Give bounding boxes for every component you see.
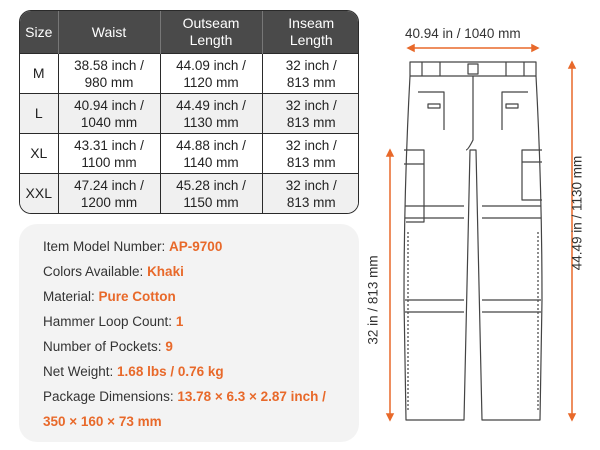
spec-package-dimensions: Package Dimensions: 13.78 × 6.3 × 2.87 inch / xyxy=(43,389,326,404)
table-row xyxy=(20,134,359,174)
table-row xyxy=(20,94,359,134)
spec-colors: Colors Available: Khaki xyxy=(43,264,184,279)
cell-waist: 38.58 inch / 980 mm xyxy=(58,54,160,94)
header-outseam: Outseam Length xyxy=(160,11,262,54)
cell-waist: 43.31 inch / 1100 mm xyxy=(58,134,160,174)
cell-inseam: 32 inch / 813 mm xyxy=(262,54,359,94)
cell-size: XL xyxy=(20,134,58,174)
cell-outseam: 44.88 inch / 1140 mm xyxy=(160,134,262,174)
cell-outseam: 44.49 inch / 1130 mm xyxy=(160,94,262,134)
spec-material: Material: Pure Cotton xyxy=(43,289,176,304)
cell-size: XXL xyxy=(20,174,58,213)
waist-dimension-label: 40.94 in / 1040 mm xyxy=(405,26,521,41)
header-inseam: Inseam Length xyxy=(262,11,359,54)
size-chart-header-row xyxy=(20,11,359,54)
spec-net-weight: Net Weight: 1.68 lbs / 0.76 kg xyxy=(43,364,224,379)
pants-line-drawing xyxy=(360,0,600,450)
spec-pockets: Number of Pockets: 9 xyxy=(43,339,173,354)
cell-size: L xyxy=(20,94,58,134)
cell-size: M xyxy=(20,54,58,94)
spec-hammer-loop: Hammer Loop Count: 1 xyxy=(43,314,184,329)
spec-package-dimensions-mm: 350 × 160 × 73 mm xyxy=(43,414,162,429)
table-row xyxy=(20,54,359,94)
cell-waist: 40.94 inch / 1040 mm xyxy=(58,94,160,134)
cell-outseam: 44.09 inch / 1120 mm xyxy=(160,54,262,94)
spec-model-number: Item Model Number: AP-9700 xyxy=(43,239,223,254)
cell-inseam: 32 inch / 813 mm xyxy=(262,94,359,134)
cell-outseam: 45.28 inch / 1150 mm xyxy=(160,174,262,213)
inseam-dimension-label: 32 in / 813 mm xyxy=(365,255,381,345)
cell-inseam: 32 inch / 813 mm xyxy=(262,134,359,174)
header-waist: Waist xyxy=(58,11,160,54)
cell-inseam: 32 inch / 813 mm xyxy=(262,174,359,213)
table-row xyxy=(20,174,359,213)
product-specs-panel xyxy=(19,224,359,442)
outseam-dimension-label: 44.49 in / 1130 mm xyxy=(569,155,585,271)
header-size: Size xyxy=(20,11,58,54)
cell-waist: 47.24 inch / 1200 mm xyxy=(58,174,160,213)
size-chart-table xyxy=(19,10,359,214)
